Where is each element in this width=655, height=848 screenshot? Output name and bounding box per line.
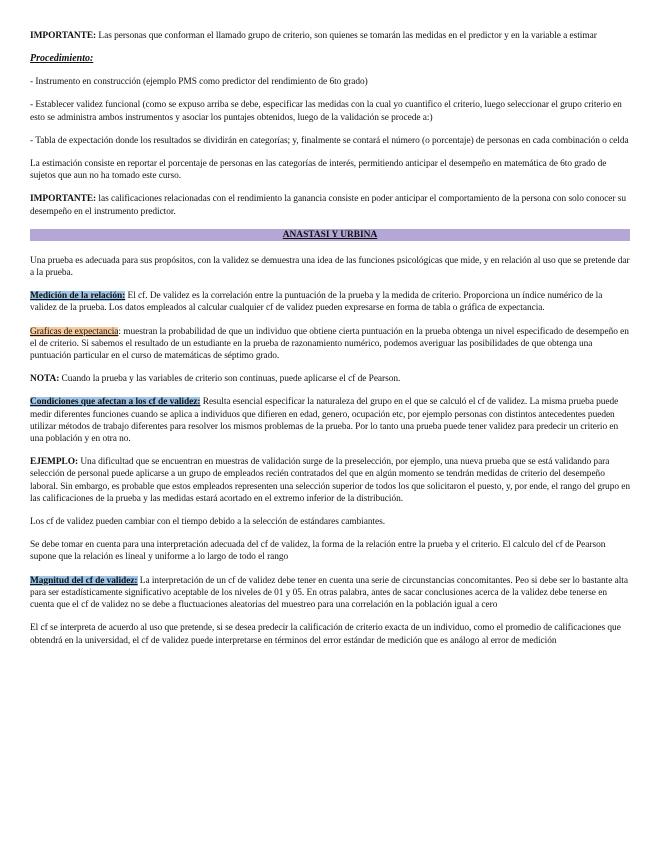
importante-label: IMPORTANTE: [30, 194, 97, 205]
tomar-paragraph: Se debe tomar en cuenta para una interpretación adecuada del cf de validez, la forma de la relación entre la prueba y el criterio. El calculo del cf de Pearson supone que la relación es lineal y uniforme a lo largo de todo el rango [30, 540, 606, 563]
section-title-band: ANASTASI Y URBINA [30, 229, 630, 241]
medicion-term: Medición de la relación: [30, 291, 126, 302]
medicion-text: El cf. De validez es la correlación entre la puntuación de la prueba y la medida de criterio. Proporciona un índice numérico de la validez de la prueba. Los datos empleados al calcular cualquier cf de validez pueden expresarse en forma de tabla o gráfica de expectancia. [30, 291, 603, 314]
condiciones-paragraph [30, 396, 630, 445]
estimacion-paragraph: La estimación consiste en reportar el porcentaje de personas en las categorías de interés, permitiendo anticipar el desempeño en matemática de 6to grado de sujetos que aun no ha tomado este curso. [30, 159, 607, 182]
nota-text: Cuando la prueba y las variables de criterio son continuas, puede aplicarse el cf de Pearson. [59, 374, 401, 385]
graficas-term: Graficas de expectancia [30, 326, 119, 337]
importante-note-2 [30, 193, 630, 217]
intro-paragraph: Una prueba es adecuada para sus propósitos, con la validez se demuestra una idea de las funciones psicológicas que mide, y en relación al uso que se pretende dar a la prueba. [30, 255, 630, 279]
condiciones-term: Condiciones que afectan a los cf de validez: [30, 397, 201, 408]
procedimiento-item: - Tabla de expectación donde los resultados se dividirán en categorías; y, finalmente se contará el número (o porcentaje) de personas en cada combinación o celda [30, 135, 629, 146]
importante-note-1 [30, 30, 630, 42]
importante-text: Las personas que conforman el llamado grupo de criterio, son quienes se tomarán las medidas en el predictor y en la variable a estimar [96, 31, 597, 41]
magnitud-term: Magnitud del cf de validez: [30, 575, 138, 586]
nota-label: NOTA: [30, 374, 60, 385]
document-page [30, 30, 630, 658]
procedimiento-item: - Establecer validez funcional (como se expuso arriba se debe, especificar las medidas con la cual yo cuantifico el criterio, luego seleccionar el grupo criterio en esto se administra ambos instrumentos y asociar los puntajes obtenidos, luego de la validación se procede a:) [30, 100, 622, 123]
medicion-paragraph [30, 290, 630, 314]
ejemplo-paragraph [30, 456, 630, 505]
ejemplo-text: Una dificultad que se encuentran en muestras de validación surge de la preselección, por ejemplo, una nueva prueba que se está validando para selección de personal puede aplicarse a un grupo de empleados recién contratados del que en algún momento se tendrán medidas de criterio del desempeño laboral. Sin embargo, es probable que estos empleados representen una selección superior de todos los que solicitaron el puesto, y, por ende, el rango del grupo en las calificaciones de la prueba y las medidas estará acortado en el extremo inferior de la distribución. [30, 457, 631, 504]
magnitud-paragraph [30, 575, 630, 612]
importante-text: las calificaciones relacionadas con el rendimiento la ganancia consiste en poder anticipar el comportamiento de la persona con solo conocer su desempeño en el instrumento predictor. [30, 194, 627, 217]
graficas-paragraph [30, 326, 630, 363]
importante-label: IMPORTANTE: [30, 31, 97, 41]
nota-paragraph [30, 373, 630, 385]
ejemplo-label: EJEMPLO: [30, 457, 79, 468]
condiciones-text: Resulta esencial especificar la naturaleza del grupo en el que se calculó el cf de validez. La misma prueba puede medir diferentes funciones cuando se aplica a individuos que difieren en edad, genero, ocupación etc, por ejemplo personas con distintos antecedentes pueden utilizar métodos de trabajo diferentes para resolver los mismos problemas de la prueba. Por lo tanto una prueba puede tener validez para predecir un criterio en una población y en otra no. [30, 397, 619, 445]
cambio-paragraph: Los cf de validez pueden cambiar con el tiempo debido a la selección de estándares cambiantes. [30, 517, 386, 528]
procedimiento-item: - Instrumento en construcción (ejemplo PMS como predictor del rendimiento de 6to grado) [30, 77, 368, 88]
procedimiento-heading: Procedimiento: [30, 53, 94, 65]
graficas-text: : muestran la probabilidad de que un individuo que obtiene cierta puntuación en la prueba obtenga un nivel especificado de desempeño en el de criterio. Si sabemos el resultado de un estudiante en la prueba de razonamiento numérico, podemos averiguar las posibilidades de que obtenga una puntuación particular en el curso de matemáticas de séptimo grado. [30, 326, 629, 362]
final-paragraph: El cf se interpreta de acuerdo al uso que pretende, si se desea predecir la calificación de criterio exacta de un individuo, como el promedio de calificaciones que obtendrá en la universidad, el cf de validez puede interpretarse en términos del error estándar de medición que es análogo al error de medición [30, 623, 621, 646]
magnitud-text: La interpretación de un cf de validez debe tener en cuenta una serie de circunstancias concomitantes. Peo si debe ser lo bastante alta para ser estadísticamente significativo aceptable de los niveles de 01 y 05. En otras palabra, antes de sacar conclusiones acerca de la validez debe tenerse en cuenta que el cf de validez no se debe a fluctuaciones aleatorias del muestreo para una correlación en la población igual a cero [30, 575, 628, 611]
